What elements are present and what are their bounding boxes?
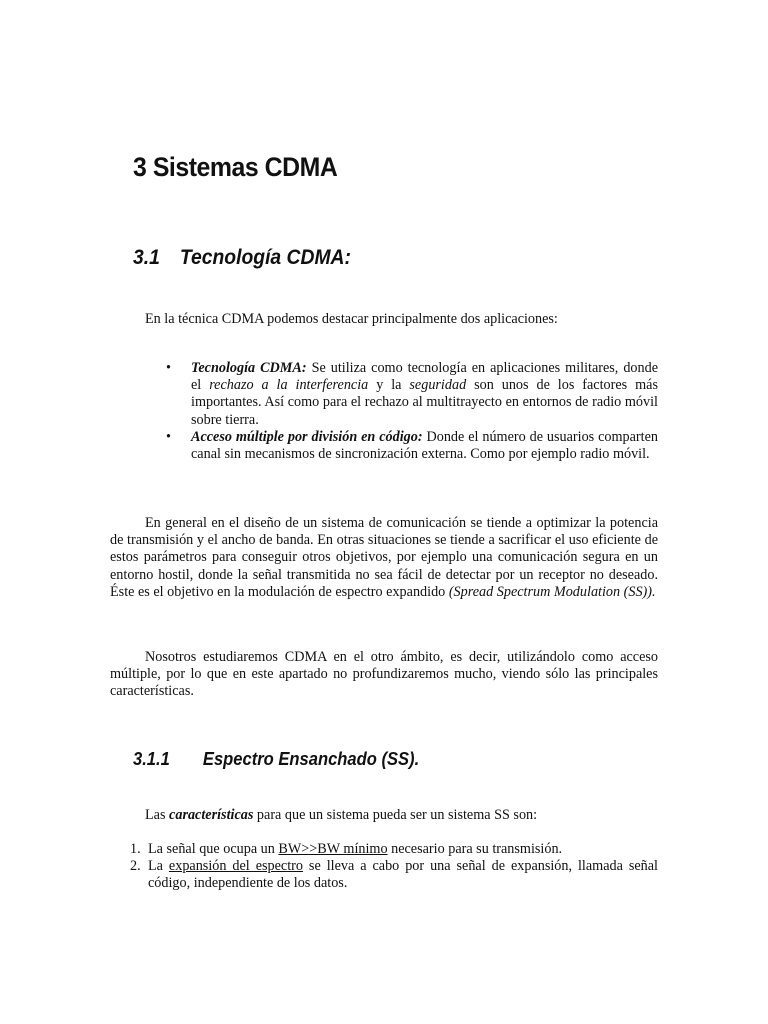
section-number: 3.1 (133, 246, 160, 269)
item-underlined: expansión del espectro (168, 858, 303, 875)
list-item (130, 858, 658, 892)
paragraph-text: para que un sistema pueda ser un sistema SS son: (253, 807, 538, 823)
chapter-heading (133, 152, 337, 183)
subsection-title: Espectro Ensanchado (SS). (202, 749, 420, 769)
bullet-term: Tecnología CDMA: (191, 360, 307, 376)
bullet-text: Se utiliza como tecnología en aplicaciones militares, donde el (191, 360, 658, 394)
item-text: necesario para su transmisión. (387, 841, 563, 857)
section-heading (133, 246, 351, 270)
bullet-emphasis: seguridad (409, 377, 467, 394)
body-paragraph (110, 515, 658, 601)
bullet-term: Acceso múltiple por división en código: (191, 428, 423, 445)
bullet-emphasis: rechazo a la interferencia (209, 377, 369, 394)
paragraph-text: Las (145, 807, 170, 823)
applications-list (166, 360, 658, 463)
list-item (166, 429, 658, 463)
paragraph-emphasis: (Spread Spectrum Modulation (SS)). (448, 583, 656, 600)
item-text: se lleva a cabo por una señal de expansión, llamada señal código, independiente de los datos. (148, 858, 658, 892)
chapter-title: Sistemas CDMA (152, 152, 338, 182)
bullet-icon: • (166, 360, 171, 376)
list-item (166, 360, 658, 429)
subsection-number: 3.1.1 (133, 749, 170, 769)
paragraph-text: En general en el diseño de un sistema de comunicación se tiende a optimizar la potencia de transmisión y el ancho de banda. En otras situaciones se tiende a sacrificar el uso eficiente de estos parámetros para conseguir otros objetivos, por ejemplo una comunicación segura en un entorno hostil, donde la señal transmitida no sea fácil de detectar por un receptor no deseado. Éste es el objetivo en la modulación de espectro expandido (110, 515, 658, 600)
bullet-text: Donde el número de usuarios comparten canal sin mecanismos de sincronización externa. Como por ejemplo radio móvil. (191, 428, 658, 463)
chapter-number: 3 (133, 152, 147, 182)
body-paragraph (110, 649, 658, 701)
bullet-text: son unos de los factores más importantes. Así como para el rechazo al multitrayecto en entornos de radio móvil sobre tierra. (191, 377, 658, 428)
list-item (130, 841, 658, 858)
item-text: La señal que ocupa un (148, 841, 279, 857)
item-number: 1. (130, 841, 141, 857)
intro-paragraph: En la técnica CDMA podemos destacar principalmente dos aplicaciones: (145, 311, 558, 327)
body-paragraph (145, 807, 665, 824)
bullet-icon: • (166, 428, 171, 445)
subsection-heading (133, 749, 419, 770)
paragraph-text: Nosotros estudiaremos CDMA en el otro ámbito, es decir, utilizándolo como acceso múltiple, por lo que en este apartado no profundizaremos mucho, viendo sólo las principales características. (110, 649, 658, 700)
paragraph-emphasis: características (169, 807, 254, 823)
section-title: Tecnología CDMA: (179, 246, 351, 269)
characteristics-list (130, 841, 658, 893)
item-underlined: BW>>BW mínimo (278, 841, 388, 857)
item-text: La (148, 858, 169, 875)
item-number: 2. (130, 858, 141, 875)
bullet-text: y la (368, 377, 410, 394)
